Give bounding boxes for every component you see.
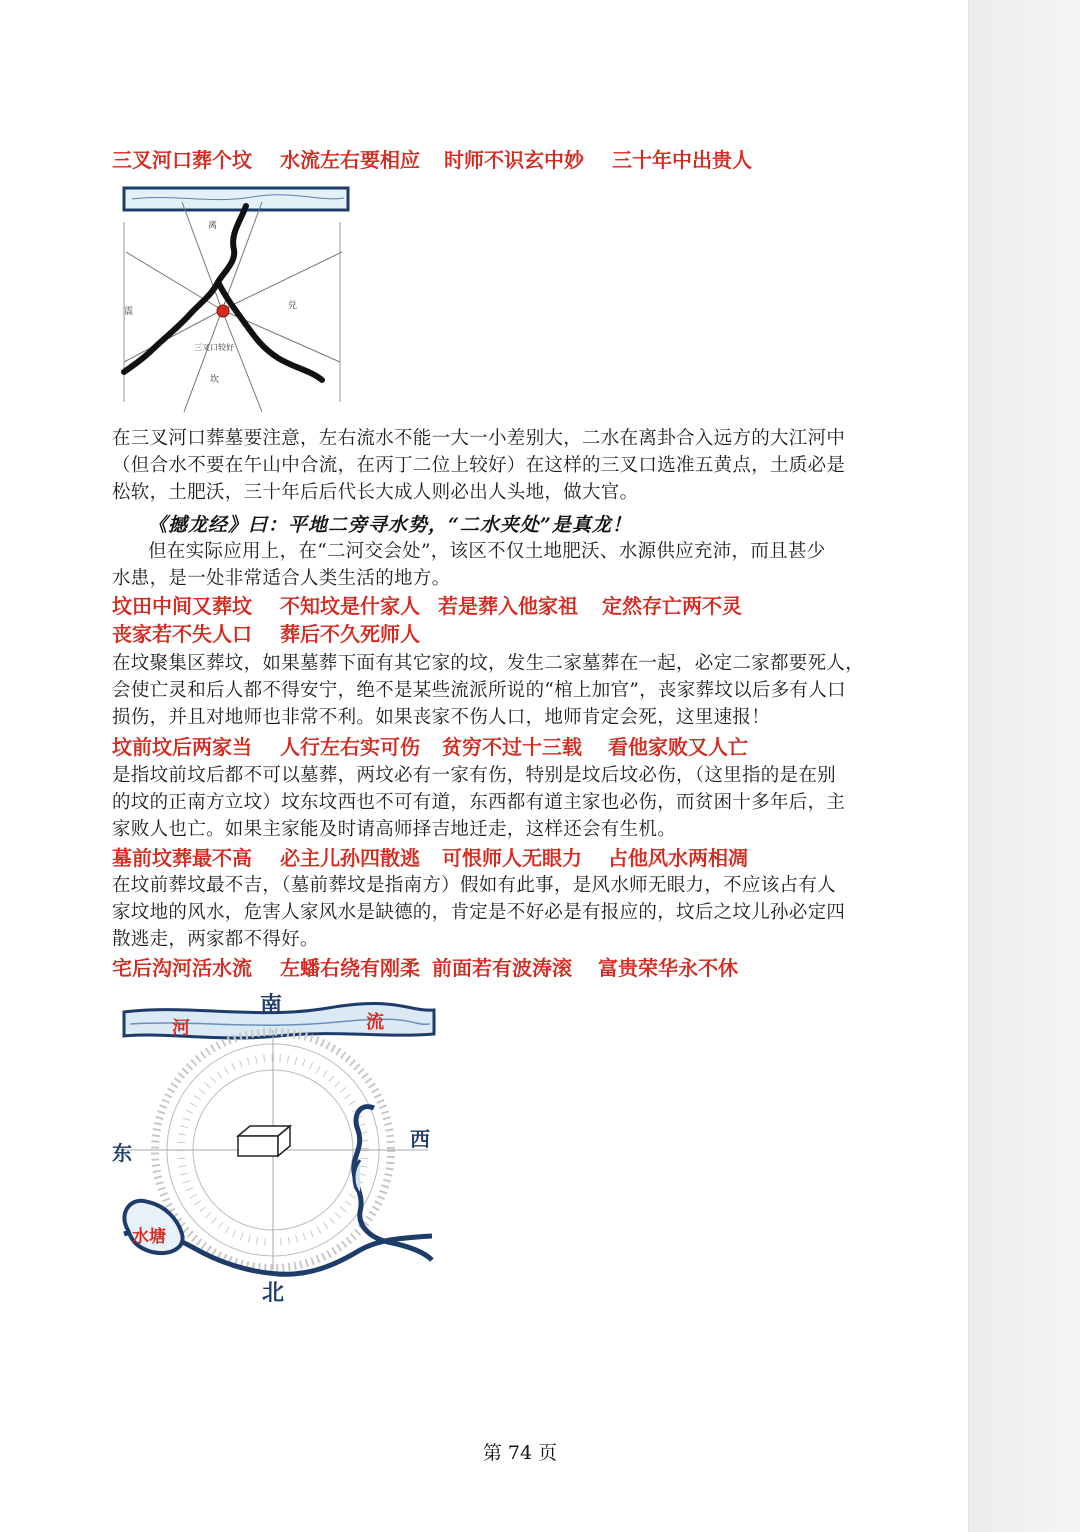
pond-label: 水塘 <box>132 1227 166 1247</box>
verse-phrase: 宅后沟河活水流 <box>112 956 252 980</box>
text-line: 散逃走，两家都不得好。 <box>112 929 319 950</box>
verse-phrase: 贫穷不过十三载 <box>442 735 582 759</box>
verse-line-5 <box>112 845 748 871</box>
verse-phrase: 左蟠右绕有刚柔 <box>280 956 420 980</box>
verse-phrase: 人行左右实可伤 <box>280 735 420 759</box>
page-edge-shadow <box>968 0 1080 1532</box>
diagram-label-left: 震 <box>124 307 134 317</box>
verse-phrase: 前面若有波涛滚 <box>432 956 572 980</box>
paragraph-1 <box>112 425 942 506</box>
verse-phrase: 葬后不久死师人 <box>280 622 420 646</box>
verse-phrase: 丧家若不失人口 <box>112 622 252 646</box>
text-line: 家坟地的风水，危害人家风水是缺德的，肯定是不好必是有报应的，坟后之坟儿孙必定四 <box>112 902 846 923</box>
text-line: 损伤，并且对地师也非常不利。如果丧家不伤人口，地师肯定会死，这里速报！ <box>112 707 771 728</box>
text-line: 在三叉河口葬墓要注意，左右流水不能一大一小差别大，二水在离卦合入远方的大江河中 <box>112 428 846 449</box>
verse-phrase: 不知坟是什家人 <box>280 594 420 618</box>
text-line: 水患，是一处非常适合人类生活的地方。 <box>112 568 451 589</box>
verse-phrase: 时师不识玄中妙 <box>444 148 584 172</box>
verse-line-4 <box>112 734 748 760</box>
text-line: 家败人也亡。如果主家能及时请高师择吉地迁走，这样还会有生机。 <box>112 819 677 840</box>
verse-phrase: 坟前坟后两家当 <box>112 735 252 759</box>
text-line: （但合水不要在午山中合流，在丙丁二位上较好）在这样的三叉口选准五黄点，土质必是 <box>112 455 846 476</box>
verse-phrase: 必主儿孙四散逃 <box>280 846 420 870</box>
verse-phrase: 水流左右要相应 <box>280 148 420 172</box>
text-line: 松软，土肥沃，三十年后后代长大成人则必出人头地，做大官。 <box>112 482 639 503</box>
verse-phrase: 看他家败又人亡 <box>608 735 748 759</box>
text-line: 的坟的正南方立坟）坟东坟西也不可有道，东西都有道主家也必伤，而贫困十多年后，主 <box>112 792 846 813</box>
verse-phrase: 可恨师人无眼力 <box>442 846 582 870</box>
text-line: 在坟前葬坟最不吉，（墓前葬坟是指南方）假如有此事，是风水师无眼力，不应该占有人 <box>112 875 836 896</box>
direction-south: 南 <box>260 993 283 1018</box>
classic-quote: 《撼龙经》曰：平地二旁寻水势，“二水夹处”是真龙！ <box>148 514 632 536</box>
paragraph-2 <box>112 538 942 592</box>
paragraph-5 <box>112 872 942 953</box>
direction-north: 北 <box>262 1281 285 1306</box>
paragraph-3 <box>112 650 942 731</box>
verse-phrase: 若是葬入他家祖 <box>438 594 578 618</box>
diagram-label-top: 离 <box>208 221 218 231</box>
verse-phrase: 富贵荣华永不休 <box>598 956 738 980</box>
verse-phrase: 定然存亡两不灵 <box>602 594 742 618</box>
river-label-left: 河 <box>172 1018 190 1039</box>
river-label-right: 流 <box>366 1012 384 1033</box>
verse-line-2 <box>112 593 742 619</box>
text-line: 会使亡灵和后人都不得安宁，绝不是某些流派所说的“棺上加官”，丧家葬坟以后多有人口 <box>112 680 846 701</box>
direction-east: 东 <box>112 1141 132 1165</box>
house-water-compass-diagram <box>108 990 444 1308</box>
verse-phrase: 坟田中间又葬坟 <box>112 594 252 618</box>
verse-phrase: 三十年中出贵人 <box>612 148 752 172</box>
verse-phrase: 墓前坟葬最不高 <box>112 846 252 870</box>
verse-phrase: 占他风水两相凋 <box>608 846 748 870</box>
text-line: 在坟聚集区葬坟，如果墓葬下面有其它家的坟，发生二家墓葬在一起，必定二家都要死人， <box>112 653 865 674</box>
diagram-label-bottom: 坎 <box>210 375 220 385</box>
paragraph-4 <box>112 762 942 843</box>
diagram-label-right: 兑 <box>288 301 298 311</box>
text-line: 但在实际应用上，在“二河交会处”，该区不仅土地肥沃、水源供应充沛，而且甚少 <box>148 541 826 562</box>
direction-west: 西 <box>410 1127 430 1151</box>
verse-phrase: 三叉河口葬个坟 <box>112 148 252 172</box>
verse-line-1 <box>112 147 752 173</box>
verse-line-6 <box>112 955 738 981</box>
verse-line-3 <box>112 621 420 647</box>
page-number: 第 74 页 <box>482 1442 558 1464</box>
diagram-label-center: 三叉口较好 <box>194 343 234 352</box>
text-line: 是指坟前坟后都不可以墓葬，两坟必有一家有伤，特别是坟后坟必伤，（这里指的是在别 <box>112 765 836 786</box>
three-fork-river-diagram <box>112 182 352 414</box>
